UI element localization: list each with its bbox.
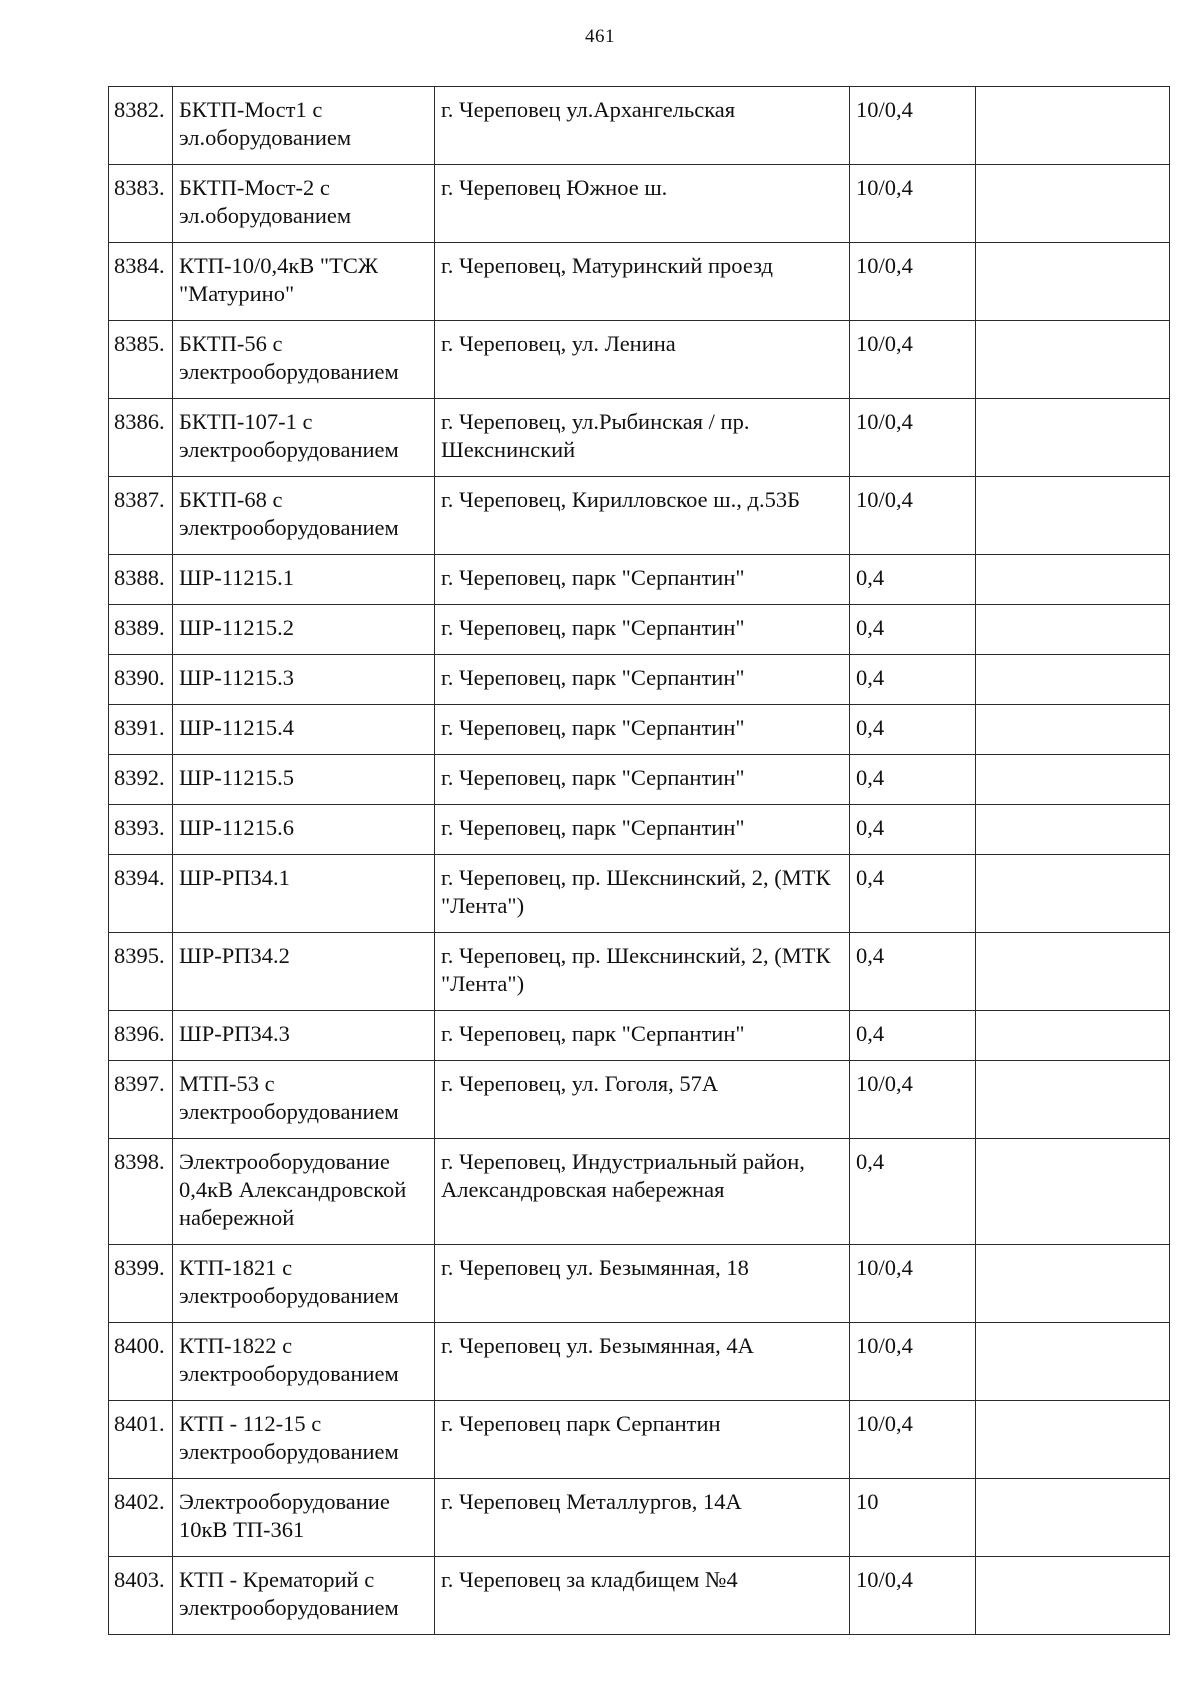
table-row xyxy=(109,165,1170,243)
object-address: г. Череповец Металлургов, 14А xyxy=(435,1479,850,1557)
row-number: 8382. xyxy=(109,87,173,165)
object-extra xyxy=(976,605,1170,655)
object-voltage: 10/0,4 xyxy=(850,1401,976,1479)
object-extra xyxy=(976,477,1170,555)
object-name: ШР-11215.3 xyxy=(173,655,435,705)
object-name: ШР-11215.4 xyxy=(173,705,435,755)
object-extra xyxy=(976,399,1170,477)
row-number: 8383. xyxy=(109,165,173,243)
object-extra xyxy=(976,1557,1170,1635)
table-row xyxy=(109,655,1170,705)
table-row xyxy=(109,555,1170,605)
object-voltage: 0,4 xyxy=(850,655,976,705)
object-address: г. Череповец ул.Архангельская xyxy=(435,87,850,165)
object-address: г. Череповец ул. Безымянная, 18 xyxy=(435,1245,850,1323)
object-voltage: 0,4 xyxy=(850,855,976,933)
object-name: ШР-РП34.3 xyxy=(173,1011,435,1061)
object-voltage: 0,4 xyxy=(850,755,976,805)
object-voltage: 10/0,4 xyxy=(850,1323,976,1401)
object-address: г. Череповец парк Серпантин xyxy=(435,1401,850,1479)
object-address: г. Череповец, парк "Серпантин" xyxy=(435,555,850,605)
object-extra xyxy=(976,805,1170,855)
table-row xyxy=(109,477,1170,555)
object-address: г. Череповец, пр. Шекснинский, 2, (МТК "Лента") xyxy=(435,933,850,1011)
row-number: 8398. xyxy=(109,1139,173,1245)
object-name: БКТП-Мост-2 с эл.оборудованием xyxy=(173,165,435,243)
object-address: г. Череповец, парк "Серпантин" xyxy=(435,805,850,855)
object-address: г. Череповец, ул. Ленина xyxy=(435,321,850,399)
object-voltage: 0,4 xyxy=(850,1139,976,1245)
row-number: 8393. xyxy=(109,805,173,855)
object-name: ШР-11215.5 xyxy=(173,755,435,805)
object-voltage: 10/0,4 xyxy=(850,1557,976,1635)
object-voltage: 0,4 xyxy=(850,555,976,605)
object-name: БКТП-107-1 с электрооборудованием xyxy=(173,399,435,477)
table-row xyxy=(109,605,1170,655)
object-voltage: 10/0,4 xyxy=(850,477,976,555)
object-voltage: 0,4 xyxy=(850,805,976,855)
table-row xyxy=(109,1139,1170,1245)
object-name: ШР-РП34.2 xyxy=(173,933,435,1011)
object-name: ШР-11215.1 xyxy=(173,555,435,605)
object-address: г. Череповец за кладбищем №4 xyxy=(435,1557,850,1635)
registry-table xyxy=(108,86,1170,1635)
object-extra xyxy=(976,1011,1170,1061)
object-extra xyxy=(976,1479,1170,1557)
object-name: БКТП-56 с электрооборудованием xyxy=(173,321,435,399)
row-number: 8397. xyxy=(109,1061,173,1139)
object-name: КТП-10/0,4кВ "ТСЖ "Матурино" xyxy=(173,243,435,321)
object-name: МТП-53 с электрооборудованием xyxy=(173,1061,435,1139)
object-extra xyxy=(976,1139,1170,1245)
object-voltage: 10/0,4 xyxy=(850,87,976,165)
object-name: КТП-1821 с электрооборудованием xyxy=(173,1245,435,1323)
object-voltage: 10/0,4 xyxy=(850,1245,976,1323)
object-extra xyxy=(976,655,1170,705)
object-extra xyxy=(976,1401,1170,1479)
table-row xyxy=(109,1557,1170,1635)
object-voltage: 10 xyxy=(850,1479,976,1557)
object-voltage: 0,4 xyxy=(850,933,976,1011)
row-number: 8390. xyxy=(109,655,173,705)
object-voltage: 0,4 xyxy=(850,1011,976,1061)
object-voltage: 10/0,4 xyxy=(850,1061,976,1139)
object-address: г. Череповец, Матуринский проезд xyxy=(435,243,850,321)
object-name: ШР-11215.2 xyxy=(173,605,435,655)
object-name: БКТП-68 с электрооборудованием xyxy=(173,477,435,555)
object-extra xyxy=(976,1245,1170,1323)
table-row xyxy=(109,1323,1170,1401)
row-number: 8392. xyxy=(109,755,173,805)
object-name: КТП - 112-15 с электрооборудованием xyxy=(173,1401,435,1479)
row-number: 8394. xyxy=(109,855,173,933)
object-extra xyxy=(976,321,1170,399)
row-number: 8403. xyxy=(109,1557,173,1635)
object-address: г. Череповец, ул.Рыбинская / пр. Шекснинский xyxy=(435,399,850,477)
row-number: 8400. xyxy=(109,1323,173,1401)
table-row xyxy=(109,933,1170,1011)
object-extra xyxy=(976,243,1170,321)
object-extra xyxy=(976,755,1170,805)
object-extra xyxy=(976,87,1170,165)
object-address: г. Череповец, парк "Серпантин" xyxy=(435,655,850,705)
object-address: г. Череповец, Кирилловское ш., д.53Б xyxy=(435,477,850,555)
table-row xyxy=(109,1011,1170,1061)
row-number: 8396. xyxy=(109,1011,173,1061)
object-name: ШР-РП34.1 xyxy=(173,855,435,933)
table-row xyxy=(109,855,1170,933)
row-number: 8386. xyxy=(109,399,173,477)
object-extra xyxy=(976,933,1170,1011)
object-address: г. Череповец, ул. Гоголя, 57А xyxy=(435,1061,850,1139)
object-address: г. Череповец, парк "Серпантин" xyxy=(435,605,850,655)
object-address: г. Череповец ул. Безымянная, 4А xyxy=(435,1323,850,1401)
row-number: 8391. xyxy=(109,705,173,755)
table-row xyxy=(109,755,1170,805)
object-name: КТП - Крематорий с электрооборудованием xyxy=(173,1557,435,1635)
row-number: 8385. xyxy=(109,321,173,399)
object-address: г. Череповец, пр. Шекснинский, 2, (МТК "Лента") xyxy=(435,855,850,933)
object-extra xyxy=(976,555,1170,605)
row-number: 8387. xyxy=(109,477,173,555)
object-name: Электрооборудование 10кВ ТП-361 xyxy=(173,1479,435,1557)
object-voltage: 0,4 xyxy=(850,705,976,755)
object-name: ШР-11215.6 xyxy=(173,805,435,855)
object-voltage: 10/0,4 xyxy=(850,165,976,243)
object-voltage: 0,4 xyxy=(850,605,976,655)
table-row xyxy=(109,705,1170,755)
table-row xyxy=(109,399,1170,477)
object-extra xyxy=(976,165,1170,243)
row-number: 8389. xyxy=(109,605,173,655)
object-voltage: 10/0,4 xyxy=(850,399,976,477)
table-row xyxy=(109,87,1170,165)
object-extra xyxy=(976,1323,1170,1401)
table-row xyxy=(109,321,1170,399)
row-number: 8388. xyxy=(109,555,173,605)
object-address: г. Череповец, парк "Серпантин" xyxy=(435,1011,850,1061)
table-row xyxy=(109,1245,1170,1323)
object-extra xyxy=(976,855,1170,933)
table-row xyxy=(109,805,1170,855)
object-voltage: 10/0,4 xyxy=(850,321,976,399)
object-address: г. Череповец, парк "Серпантин" xyxy=(435,755,850,805)
object-voltage: 10/0,4 xyxy=(850,243,976,321)
table-row xyxy=(109,1479,1170,1557)
object-name: КТП-1822 с электрооборудованием xyxy=(173,1323,435,1401)
object-name: БКТП-Мост1 с эл.оборудованием xyxy=(173,87,435,165)
table-row xyxy=(109,1061,1170,1139)
row-number: 8395. xyxy=(109,933,173,1011)
object-address: г. Череповец, парк "Серпантин" xyxy=(435,705,850,755)
table-row xyxy=(109,243,1170,321)
page-number: 461 xyxy=(585,26,615,47)
table-row xyxy=(109,1401,1170,1479)
object-address: г. Череповец Южное ш. xyxy=(435,165,850,243)
row-number: 8399. xyxy=(109,1245,173,1323)
row-number: 8401. xyxy=(109,1401,173,1479)
row-number: 8384. xyxy=(109,243,173,321)
object-address: г. Череповец, Индустриальный район, Александровская набережная xyxy=(435,1139,850,1245)
object-extra xyxy=(976,705,1170,755)
registry-table-body xyxy=(109,87,1170,1635)
object-extra xyxy=(976,1061,1170,1139)
row-number: 8402. xyxy=(109,1479,173,1557)
object-name: Электрооборудование 0,4кВ Александровской набережной xyxy=(173,1139,435,1245)
